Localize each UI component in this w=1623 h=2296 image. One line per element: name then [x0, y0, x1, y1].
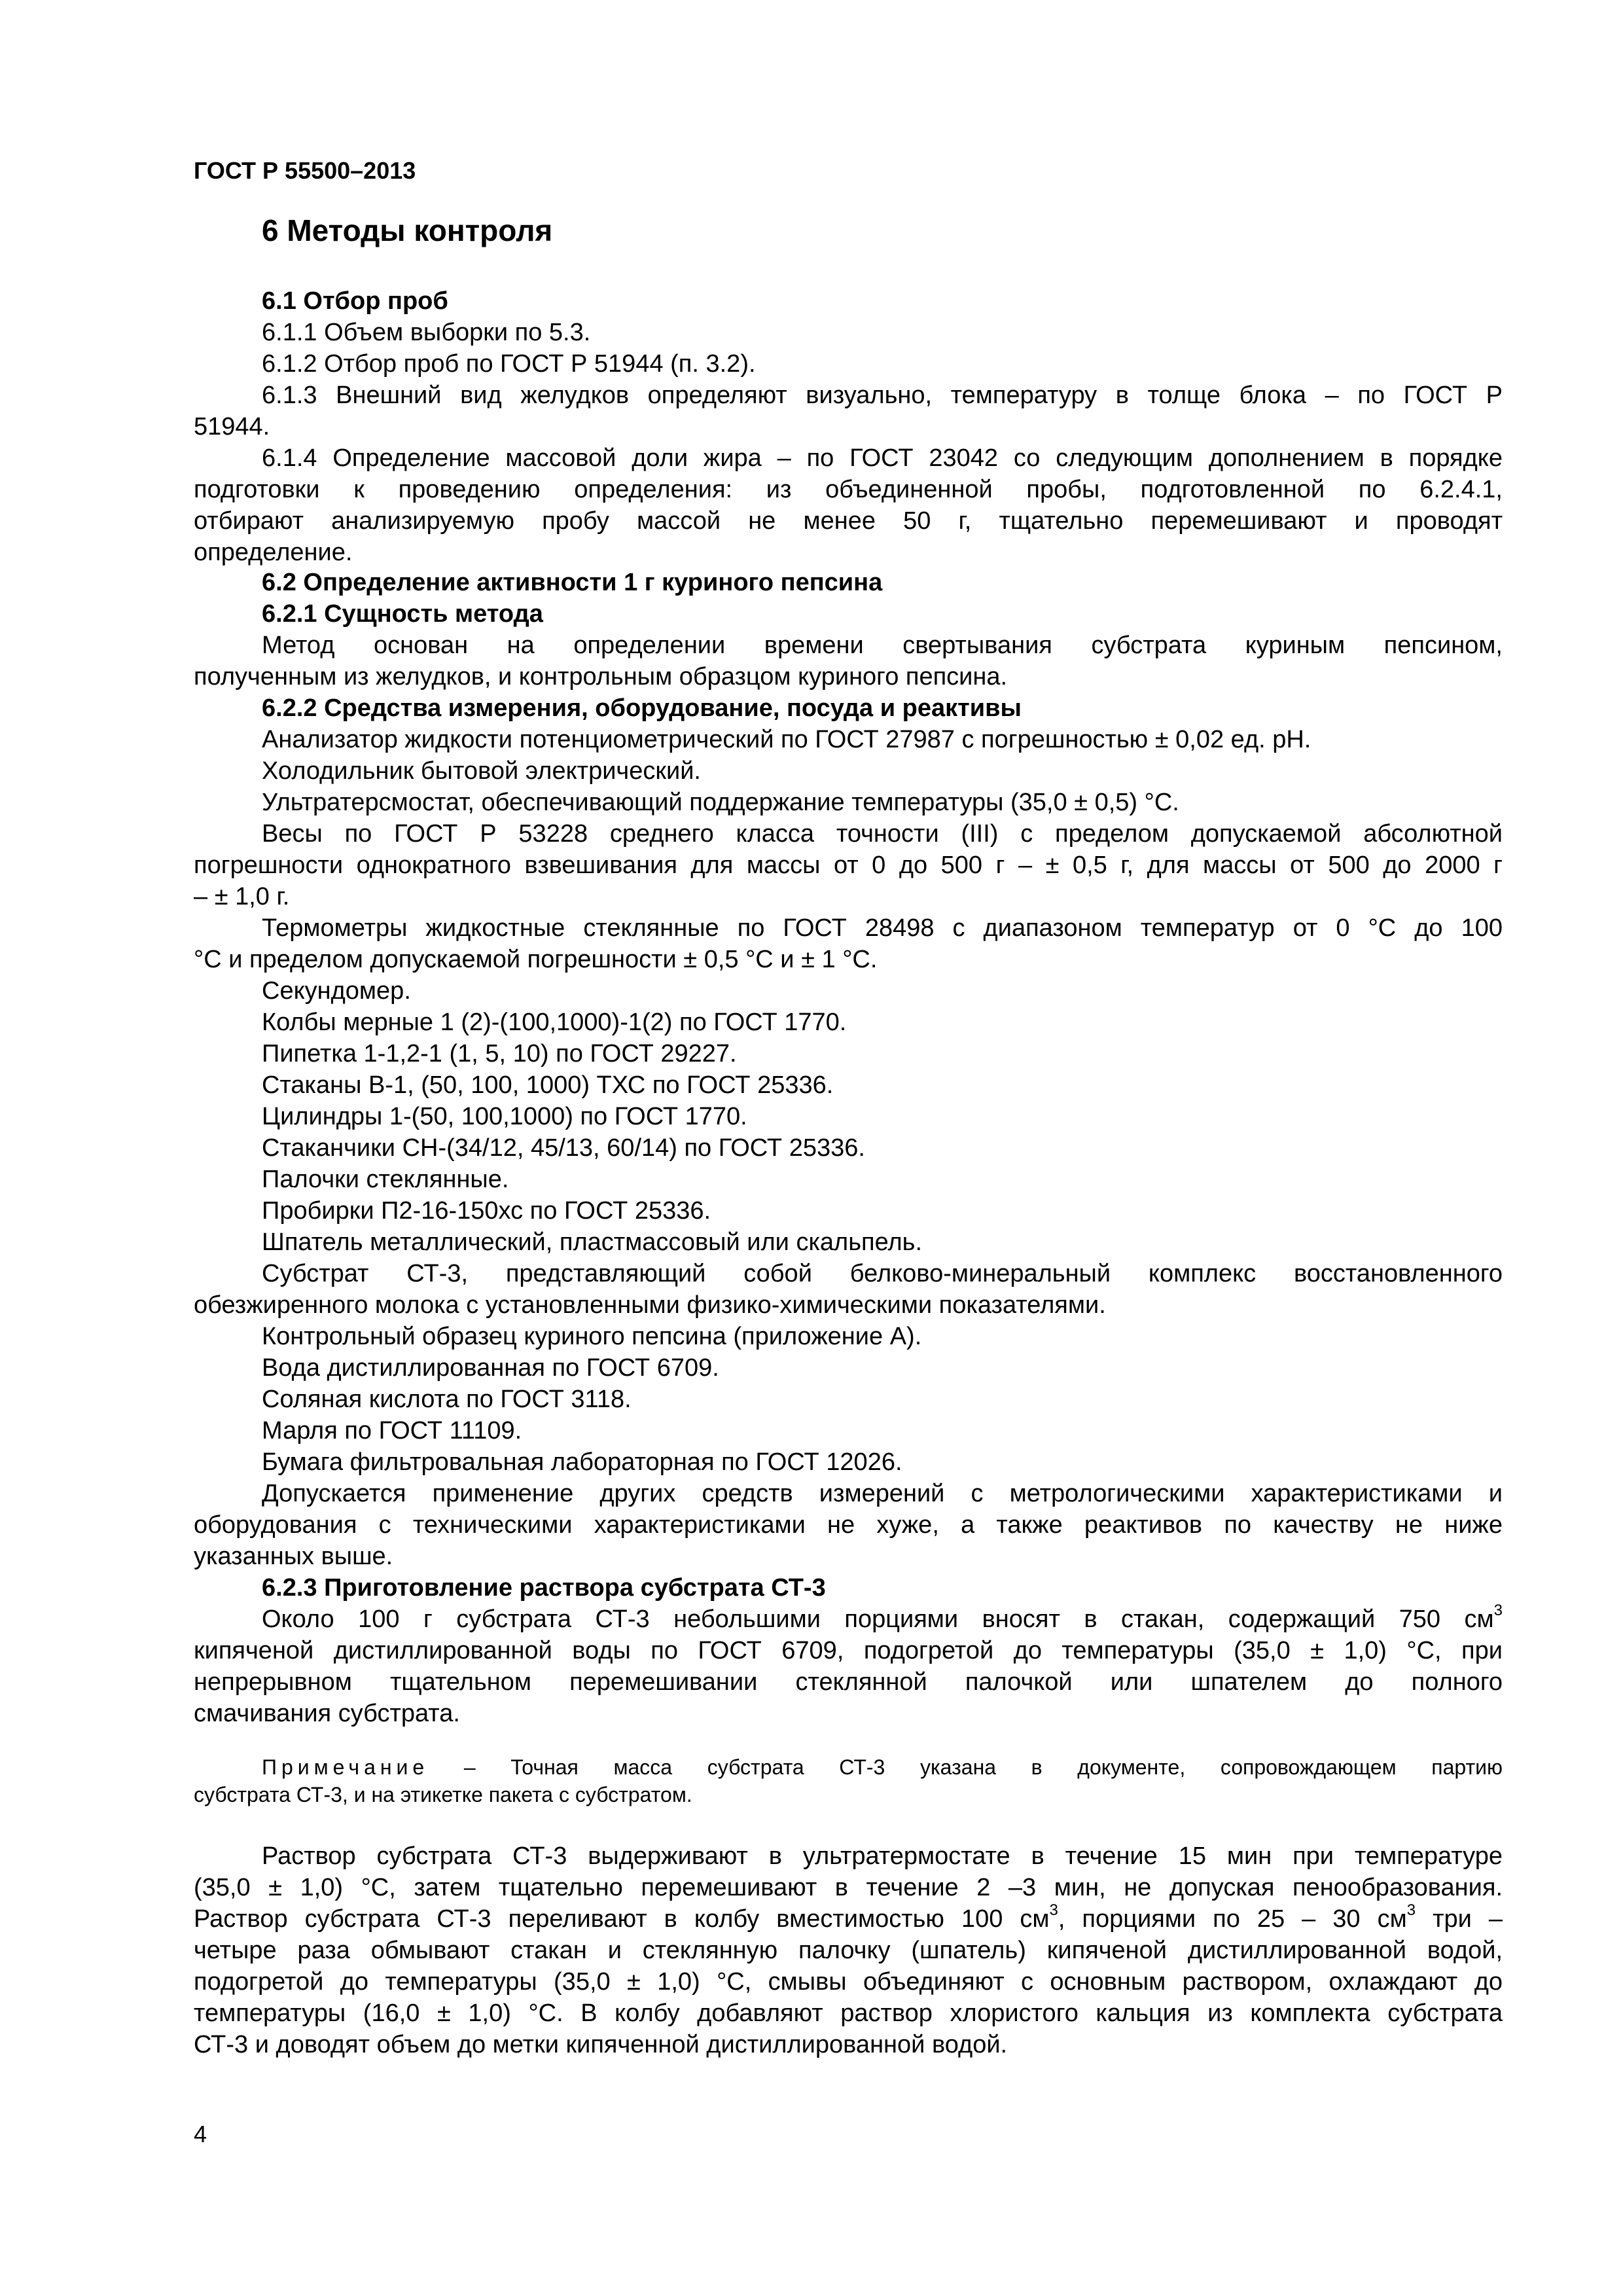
text-line: Термометры жидкостные стеклянные по ГОСТ 28498 с диапазоном температур от 0 °С до 100	[262, 914, 1503, 942]
text-line: °С и пределом допускаемой погрешности ± 0,5 °С и ± 1 °С.	[194, 946, 878, 973]
text-line	[194, 1903, 1503, 1935]
text-line: температуры (16,0 ± 1,0) °С. В колбу добавляют раствор хлористого кальция из комплекта субстрата	[194, 2000, 1503, 2027]
text-line: кипяченой дистиллированной воды по ГОСТ 6709, подогретой до температуры (35,0 ± 1,0) °С, при	[194, 1637, 1503, 1664]
note-line: субстрата СТ-3, и на этикетке пакета с субстратом.	[194, 1783, 692, 1806]
text-line: погрешности однократного взвешивания для массы от 0 до 500 г – ± 0,5 г, для массы от 500 до 2000 г	[194, 852, 1503, 879]
text-span: – Точная масса субстрата СТ-3 указана в документе, сопровождающем партию	[429, 1755, 1503, 1779]
section-title: 6 Методы контроля	[262, 213, 553, 247]
page-number: 4	[194, 2121, 207, 2147]
text-line: Пипетка 1-1,2-1 (1, 5, 10) по ГОСТ 29227.	[262, 1040, 737, 1067]
text-line: Марля по ГОСТ 11109.	[262, 1417, 522, 1444]
text-line: Контрольный образец куриного пепсина (приложение А).	[262, 1323, 922, 1350]
text-line: Цилиндры 1-(50, 100,1000) по ГОСТ 1770.	[262, 1103, 747, 1130]
text-line: Бумага фильтровальная лабораторная по ГОСТ 12026.	[262, 1448, 902, 1476]
text-line: 6.1.3 Внешний вид желудков определяют визуально, температуру в толще блока – по ГОСТ Р	[262, 382, 1503, 409]
text-span: , порциями по 25 – 30 см	[1058, 1905, 1407, 1933]
text-line: СТ-3 и доводят объем до метки кипяченной дистиллированной водой.	[194, 2031, 1008, 2058]
text-line: Шпатель металлический, пластмассовый или скальпель.	[262, 1229, 923, 1256]
text-line: полученным из желудков, и контрольным образцом куриного пепсина.	[194, 663, 1008, 691]
text-line: обезжиренного молока с установленными физико-химическими показателями.	[194, 1291, 1106, 1319]
superscript: 3	[1493, 1602, 1503, 1620]
text-line: указанных выше.	[194, 1543, 393, 1570]
text-line: 6.1.1 Объем выборки по 5.3.	[262, 319, 591, 346]
text-line: 6.1.4 Определение массовой доли жира – по ГОСТ 23042 со следующим дополнением в порядке	[262, 444, 1503, 472]
superscript: 3	[1049, 1901, 1058, 1920]
text-line: смачивания субстрата.	[194, 1700, 460, 1727]
text-line: Секундомер.	[262, 977, 411, 1005]
subsection-heading: 6.1 Отбор проб	[262, 287, 448, 315]
text-line: Палочки стеклянные.	[262, 1166, 509, 1193]
text-line: Ультратерсмостат, обеспечивающий поддержание температуры (35,0 ± 0,5) °С.	[262, 789, 1179, 816]
text-line: (35,0 ± 1,0) °С, затем тщательно перемешивают в течение 2 –3 мин, не допуская пенообразования.	[194, 1874, 1503, 1901]
text-span: три –	[1416, 1905, 1503, 1933]
subsection-heading: 6.2.2 Средства измерения, оборудование, посуда и реактивы	[262, 694, 1022, 722]
text-line: Метод основан на определении времени свертывания субстрата куриным пепсином,	[262, 632, 1503, 659]
text-line: подготовки к проведению определения: из объединенной пробы, подготовленной по 6.2.4.1,	[194, 476, 1503, 503]
text-line: подогретой до температуры (35,0 ± 1,0) °С, смывы объединяют с основным раствором, охлаждают до	[194, 1968, 1503, 1996]
text-line: Пробирки П2-16-150хс по ГОСТ 25336.	[262, 1197, 711, 1225]
text-line: – ± 1,0 г.	[194, 883, 290, 910]
text-line: Раствор субстрата СТ-3 выдерживают в ультратермостате в течение 15 мин при температуре	[262, 1842, 1503, 1870]
note-line	[262, 1754, 1503, 1780]
subsection-heading: 6.2.1 Сущность метода	[262, 600, 543, 628]
text-line: непрерывном тщательном перемешивании стеклянной палочкой или шпателем до полного	[194, 1668, 1503, 1696]
note-label: Примечание	[262, 1755, 429, 1779]
text-line: 6.1.2 Отбор проб по ГОСТ Р 51944 (п. 3.2).	[262, 350, 756, 378]
text-line: отбирают анализируемую пробу массой не менее 50 г, тщательно перемешивают и проводят	[194, 507, 1503, 535]
text-line: Допускается применение других средств измерений с метрологическими характеристиками и	[262, 1480, 1503, 1507]
document-header: ГОСТ Р 55500–2013	[194, 157, 416, 184]
text-line: 51944.	[194, 413, 270, 440]
superscript: 3	[1406, 1901, 1416, 1920]
text-line: Весы по ГОСТ Р 53228 среднего класса точности (III) с пределом допускаемой абсолютной	[262, 820, 1503, 848]
text-span: Около 100 г субстрата СТ-3 небольшими порциями вносят в стакан, содержащий 750 см	[262, 1605, 1494, 1633]
text-line: Анализатор жидкости потенциометрический по ГОСТ 27987 с погрешностью ± 0,02 ед. pH.	[262, 726, 1311, 753]
text-line	[262, 1604, 1503, 1635]
text-line: Стаканчики СН-(34/12, 45/13, 60/14) по ГОСТ 25336.	[262, 1134, 865, 1162]
text-line: Колбы мерные 1 (2)-(100,1000)-1(2) по ГОСТ 1770.	[262, 1009, 847, 1036]
text-line: Субстрат СТ-3, представляющий собой белково-минеральный комплекс восстановленного	[262, 1260, 1503, 1287]
subsection-heading: 6.2.3 Приготовление раствора субстрата СТ-3	[262, 1574, 826, 1602]
text-line: оборудования с техническими характеристиками не хуже, а также реактивов по качеству не ниже	[194, 1511, 1503, 1539]
subsection-heading: 6.2 Определение активности 1 г куриного пепсина	[262, 569, 883, 596]
text-span: Раствор субстрата СТ-3 переливают в колбу вместимостью 100 см	[194, 1905, 1050, 1933]
text-line: определение.	[194, 539, 353, 566]
text-line: четыре раза обмывают стакан и стеклянную палочку (шпатель) кипяченой дистиллированной водой,	[194, 1937, 1503, 1964]
text-line: Стаканы В-1, (50, 100, 1000) ТХС по ГОСТ 25336.	[262, 1071, 834, 1099]
text-line: Холодильник бытовой электрический.	[262, 757, 701, 785]
text-line: Вода дистиллированная по ГОСТ 6709.	[262, 1354, 719, 1382]
text-line: Соляная кислота по ГОСТ 3118.	[262, 1386, 632, 1413]
